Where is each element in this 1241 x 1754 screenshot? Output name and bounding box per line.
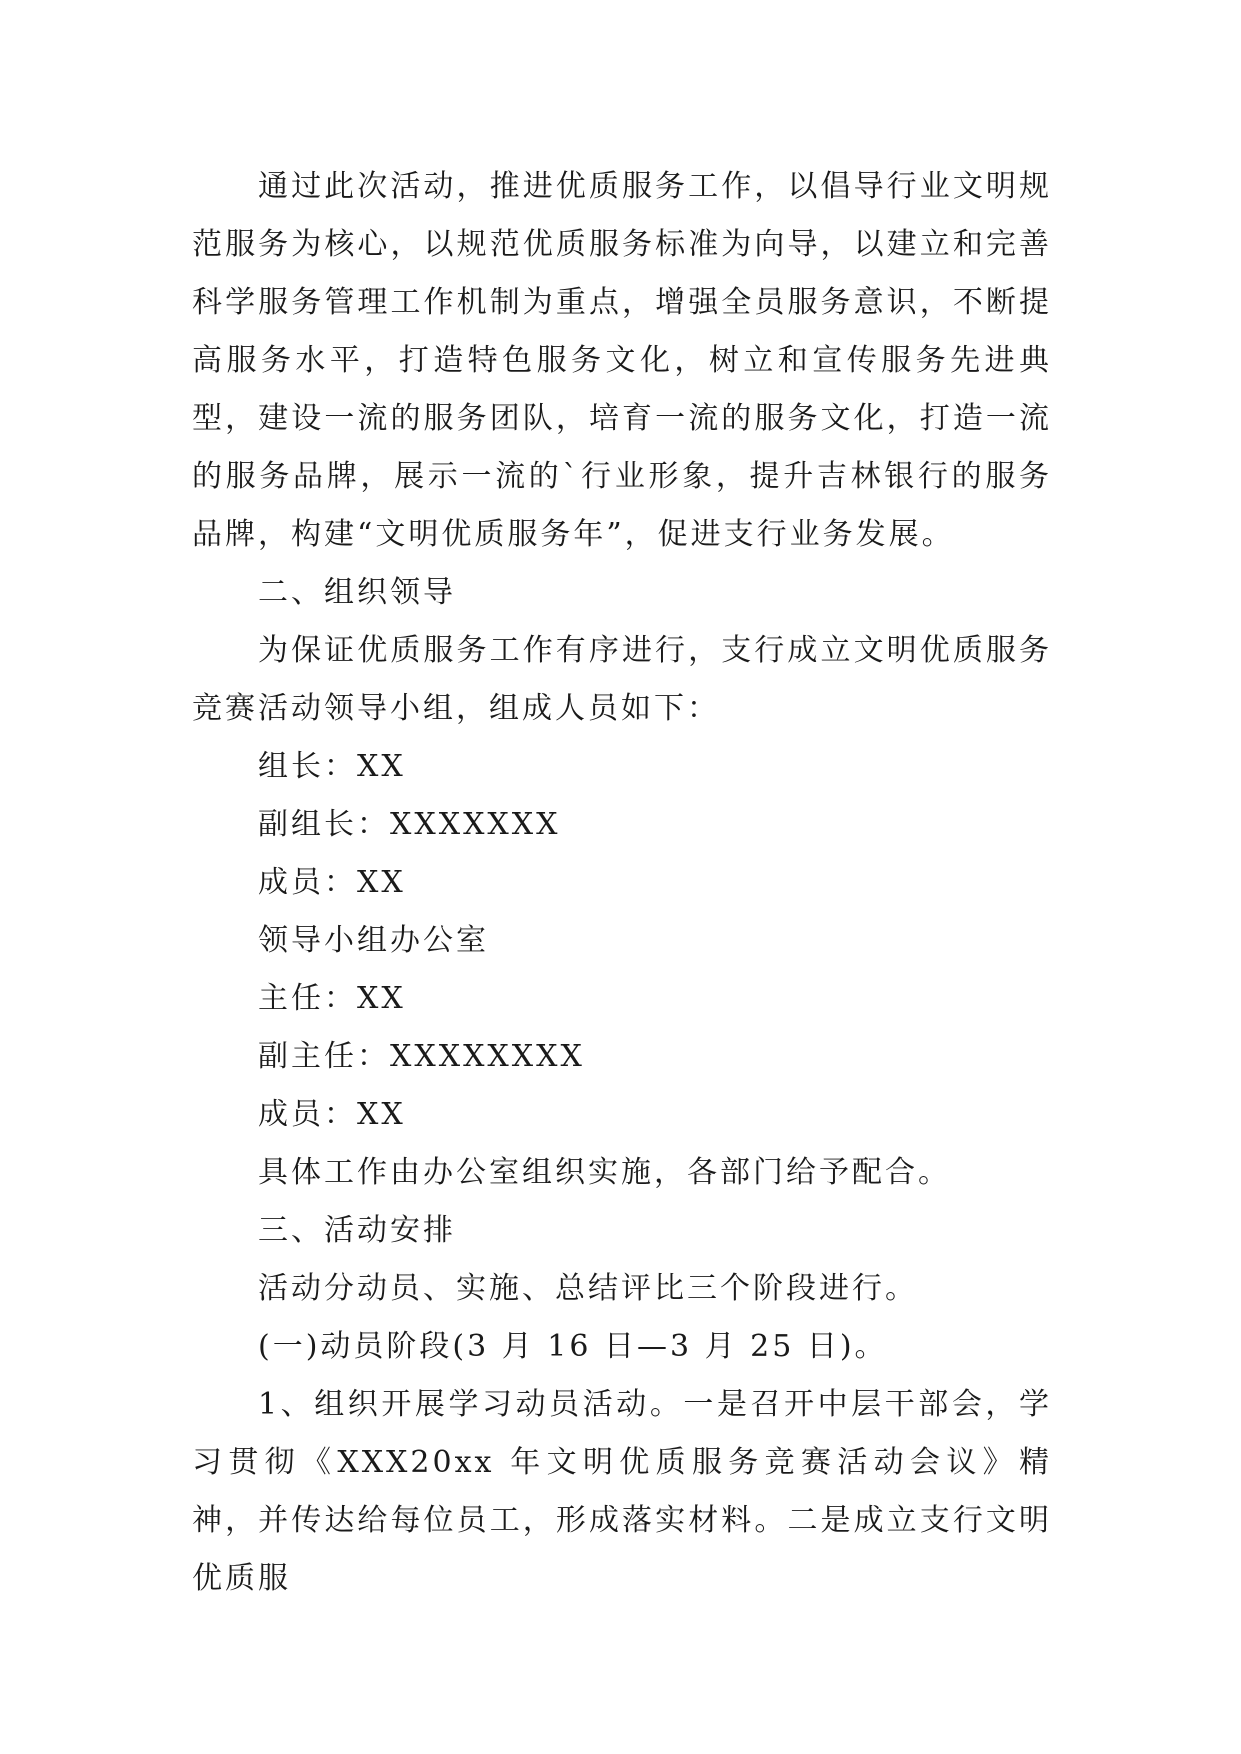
office-heading: 领导小组办公室 [258,923,489,958]
paragraph-leadership-group: 为保证优质服务工作有序进行，支行成立文明优质服务竞赛活动领导小组，组成人员如下： [192,633,1052,726]
subsection-heading-mobilization: (一)动员阶段(3 月 16 日—3 月 25 日)。 [258,1329,888,1364]
member-members: 成员：XX [258,865,406,900]
paragraph-implementation: 具体工作由办公室组织实施，各部门给予配合。 [258,1155,951,1190]
paragraph-stages: 活动分动员、实施、总结评比三个阶段进行。 [258,1271,918,1306]
section-heading-organization: 二、组织领导 [258,575,456,610]
paragraph-mobilization-item-1: 1、组织开展学习动员活动。一是召开中层干部会，学习贯彻《XXX20xx 年文明优质服务竞赛活动会议》精神，并传达给每位员工，形成落实材料。二是成立支行文明优质服 [192,1387,1052,1596]
member-deputy-director: 副主任：XXXXXXXX [258,1039,585,1074]
paragraph-purpose: 通过此次活动，推进优质服务工作，以倡导行业文明规范服务为核心，以规范优质服务标准为向导，以建立和完善科学服务管理工作机制为重点，增强全员服务意识，不断提高服务水平，打造特色服务文化，树立和宣传服务先进典型，建设一流的服务团队，培育一流的服务文化，打造一流的服务品牌，展示一流的`行业形象，提升吉林银行的服务品牌，构建“文明优质服务年”，促进支行业务发展。 [192,169,1052,552]
document-body [192,158,1052,1608]
member-office-members: 成员：XX [258,1097,406,1132]
section-heading-arrangement: 三、活动安排 [258,1213,456,1248]
member-deputy-leader: 副组长：XXXXXXX [258,807,561,842]
member-director: 主任：XX [258,981,406,1016]
member-group-leader: 组长：XX [258,749,406,784]
